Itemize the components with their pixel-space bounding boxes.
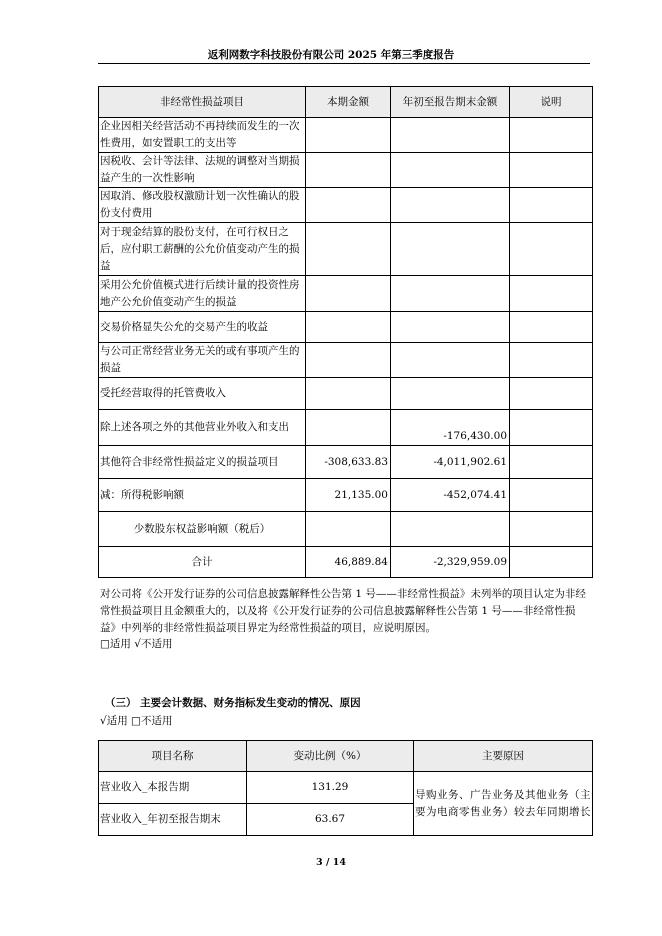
row-note — [510, 343, 593, 378]
row-current — [306, 343, 391, 378]
table-row — [99, 118, 593, 153]
table-row — [99, 276, 593, 312]
row-item: 与公司正常经营业务无关的或有事项产生的损益 — [99, 343, 306, 378]
note-paragraph: 对公司将《公开发行证券的公司信息披露解释性公告第 1 号——非经常性损益》未列举的项目认定为非经常性损益项目且金额重大的，以及将《公开发行证券的公司信息披露解释性公告第 1 号——非经常性损益》中列举的非经常性损益项目界定为经常性损益的项目，应说明原因。 — [100, 588, 586, 634]
row-ratio: 131.29 — [247, 772, 414, 804]
row-item: 因税收、会计等法律、法规的调整对当期损益产生的一次性影响 — [99, 153, 306, 188]
row-current — [306, 410, 391, 446]
table-row — [99, 479, 593, 512]
row-current — [306, 276, 391, 312]
row-item: 采用公允价值模式进行后续计量的投资性房地产公允价值变动产生的损益 — [99, 276, 306, 312]
row-item: 受托经营取得的托管费收入 — [99, 378, 306, 410]
row-current: 21,135.00 — [306, 479, 391, 512]
table-row — [99, 772, 593, 804]
row-ytd: -452,074.41 — [391, 479, 510, 512]
column-header-current: 本期金额 — [306, 87, 391, 118]
row-current — [306, 512, 391, 547]
change-reasons-table — [98, 740, 593, 836]
row-item: 除上述各项之外的其他营业外收入和支出 — [99, 410, 306, 446]
row-ytd — [391, 512, 510, 547]
table-row — [99, 153, 593, 188]
report-header: 返利网数字科技股份有限公司 2025 年第三季度报告 — [207, 49, 455, 61]
column-header-item-name: 项目名称 — [99, 741, 247, 772]
row-ytd — [391, 153, 510, 188]
row-note — [510, 512, 593, 547]
row-current: -308,633.83 — [306, 446, 391, 479]
table-row-total — [99, 547, 593, 578]
table-row — [99, 512, 593, 547]
row-note — [510, 223, 593, 276]
row-note — [510, 312, 593, 343]
row-note — [510, 446, 593, 479]
row-item: 交易价格显失公允的交易产生的收益 — [99, 312, 306, 343]
row-current — [306, 118, 391, 153]
row-ratio: 63.67 — [247, 804, 414, 836]
row-note — [510, 410, 593, 446]
row-current — [306, 378, 391, 410]
table-row — [99, 378, 593, 410]
row-item: 因取消、修改股权激励计划一次性确认的股份支付费用 — [99, 188, 306, 223]
row-ytd: -176,430.00 — [391, 410, 510, 446]
column-header-change-ratio: 变动比例（%） — [247, 741, 414, 772]
row-ytd: -2,329,959.09 — [391, 547, 510, 578]
row-item: 少数股东权益影响额（税后） — [99, 512, 306, 547]
row-item: 合计 — [99, 547, 306, 578]
row-current — [306, 312, 391, 343]
table-row — [99, 343, 593, 378]
section-title: （三） 主要会计数据、财务指标发生变动的情况、原因 — [105, 697, 361, 709]
row-current — [306, 153, 391, 188]
row-current: 46,889.84 — [306, 547, 391, 578]
row-note — [510, 479, 593, 512]
row-note — [510, 547, 593, 578]
row-current — [306, 223, 391, 276]
row-current — [306, 188, 391, 223]
column-header-item: 非经常性损益项目 — [99, 87, 306, 118]
row-ytd — [391, 343, 510, 378]
row-item: 其他符合非经常性损益定义的损益项目 — [99, 446, 306, 479]
column-header-note: 说明 — [510, 87, 593, 118]
row-note — [510, 378, 593, 410]
row-ytd — [391, 276, 510, 312]
row-item: 企业因相关经营活动不再持续而发生的一次性费用，如安置职工的支出等 — [99, 118, 306, 153]
table-row — [99, 446, 593, 479]
row-ytd — [391, 312, 510, 343]
row-item: 营业收入_年初至报告期末 — [99, 804, 247, 836]
column-header-ytd: 年初至报告期末金额 — [391, 87, 510, 118]
row-note — [510, 153, 593, 188]
table-row — [99, 410, 593, 446]
applicability-options: □适用 √不适用 — [100, 638, 173, 650]
nonrecurring-gains-table — [98, 86, 593, 578]
row-item: 减：所得税影响额 — [99, 479, 306, 512]
row-ytd — [391, 223, 510, 276]
table-row — [99, 312, 593, 343]
row-item: 对于现金结算的股份支付，在可行权日之后，应付职工薪酬的公允价值变动产生的损益 — [99, 223, 306, 276]
table-row — [99, 223, 593, 276]
table-row — [99, 188, 593, 223]
row-note — [510, 188, 593, 223]
row-note — [510, 276, 593, 312]
row-ytd — [391, 118, 510, 153]
column-header-main-reason: 主要原因 — [414, 741, 593, 772]
main-reason: 导购业务、广告业务及其他业务（主要为电商零售业务）较去年同期增长 — [414, 772, 593, 836]
page-number: 3 / 14 — [316, 857, 346, 868]
row-ytd: -4,011,902.61 — [391, 446, 510, 479]
header-divider — [98, 63, 590, 64]
row-item: 营业收入_本报告期 — [99, 772, 247, 804]
section-applicability: √适用 □不适用 — [100, 715, 173, 727]
row-ytd — [391, 188, 510, 223]
row-note — [510, 118, 593, 153]
row-ytd — [391, 378, 510, 410]
